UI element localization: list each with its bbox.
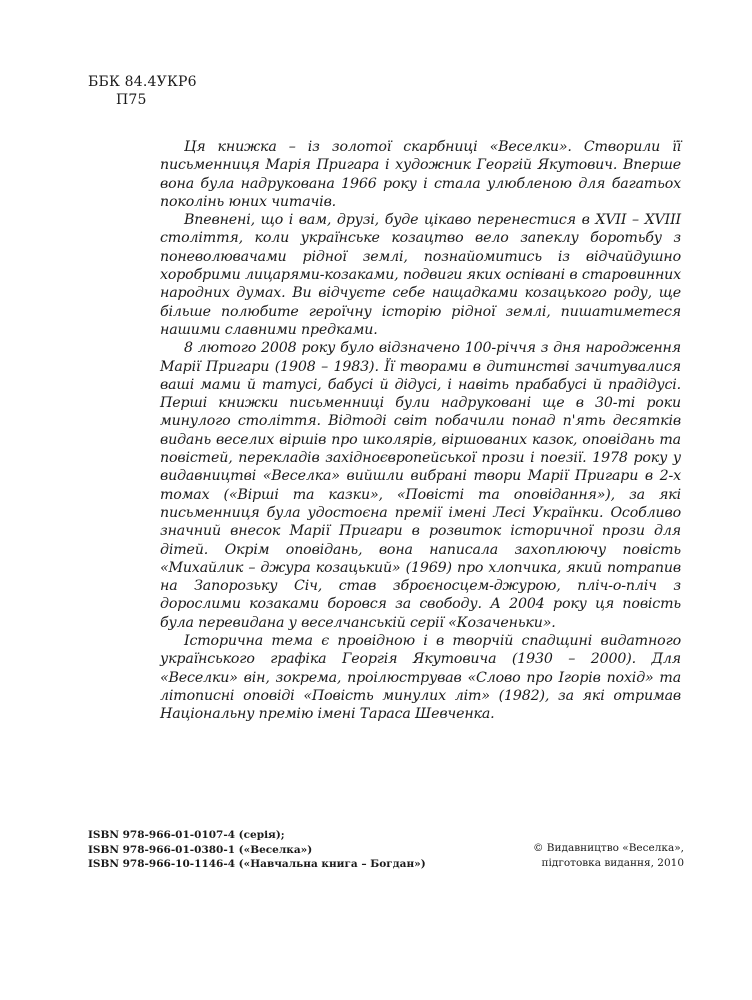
paragraph: 8 лютого 2008 року було відзначено 100-річчя з дня народження Марії Пригари (1908 – 1983). Її творами в дитинстві зачитувалися ваші мами й татусі, бабусі й дідусі, і навіть прабабусі й прадідусі. Перші книжки письменниці були надруковані ще в 30-ті роки минулого століття. Відтоді світ побачили понад п'ять десятків видань веселих віршів про школярів, віршованих казок, оповідань та повістей, перекладів західноєвропейської прози і поезії. 1978 року у видавництві «Веселка» вийшли вибрані твори Марії Пригари в 2-х томах («Вірші та казки», «Повісті та оповідання»), за які письменниця була удостоєна премії імені Лесі Українки. Особливо значний внесок Марії Пригари в розвиток історичної прози для дітей. Окрім оповідань, вона написала захоплюючу повість «Михайлик – джура козацький» (1969) про хлопчика, який потрапив на Запорозьку Січ, став зброєносцем-джурою, пліч-о-пліч з дорослими козаками боровся за свободу. А 2004 року ця повість була перевидана у веселчанській серії «Козаченьки». (160, 340, 681, 631)
copyright-line: © Видавництво «Веселка», (532, 842, 684, 854)
classification-codes (88, 73, 197, 109)
author-mark-code: П75 (116, 92, 147, 108)
copyright-line: підготовка видання, 2010 (541, 856, 684, 869)
bbk-code: ББК 84.4УКР6 (88, 74, 197, 90)
paragraph: Впевнені, що і вам, друзі, буде цікаво перенестися в XVII – XVIII століття, коли українське козацтво вело запеклу боротьбу з поневолювачами рідної землі, познайомитись із відчайдушно хоробрими лицарями-козаками, подвиги яких оспівані в старовинних народних думах. Ви відчуєте себе нащадками козацького роду, ще більше полюбите героїчну історію рідної землі, пишатиметеся нашими славними предками. (160, 212, 681, 338)
paragraph: Ця книжка – із золотої скарбниці «Веселки». Створили її письменниця Марія Пригара і художник Георгій Якутович. Вперше вона була надрукована 1966 року і стала улюбленою для багатьох поколінь юних читачів. (160, 139, 681, 210)
isbn-line: ISBN 978-966-01-0107-4 (серія); (88, 829, 285, 841)
paragraph: Історична тема є провідною і в творчій спадщині видатного українського графіка Георгія Якутовича (1930 – 2000). Для «Веселки» він, зокрема, проілюстрував «Слово про Ігорів похід» та літописні оповіді «Повість минулих літ» (1982), за які отримав Національну премію імені Тараса Шевченка. (160, 633, 681, 723)
isbn-line: ISBN 978-966-01-0380-1 («Веселка») (88, 843, 313, 856)
isbn-list (88, 828, 426, 872)
copyright-notice (533, 841, 684, 870)
annotation-text (160, 138, 681, 724)
isbn-line: ISBN 978-966-10-1146-4 («Навчальна книга – Богдан») (88, 858, 426, 870)
